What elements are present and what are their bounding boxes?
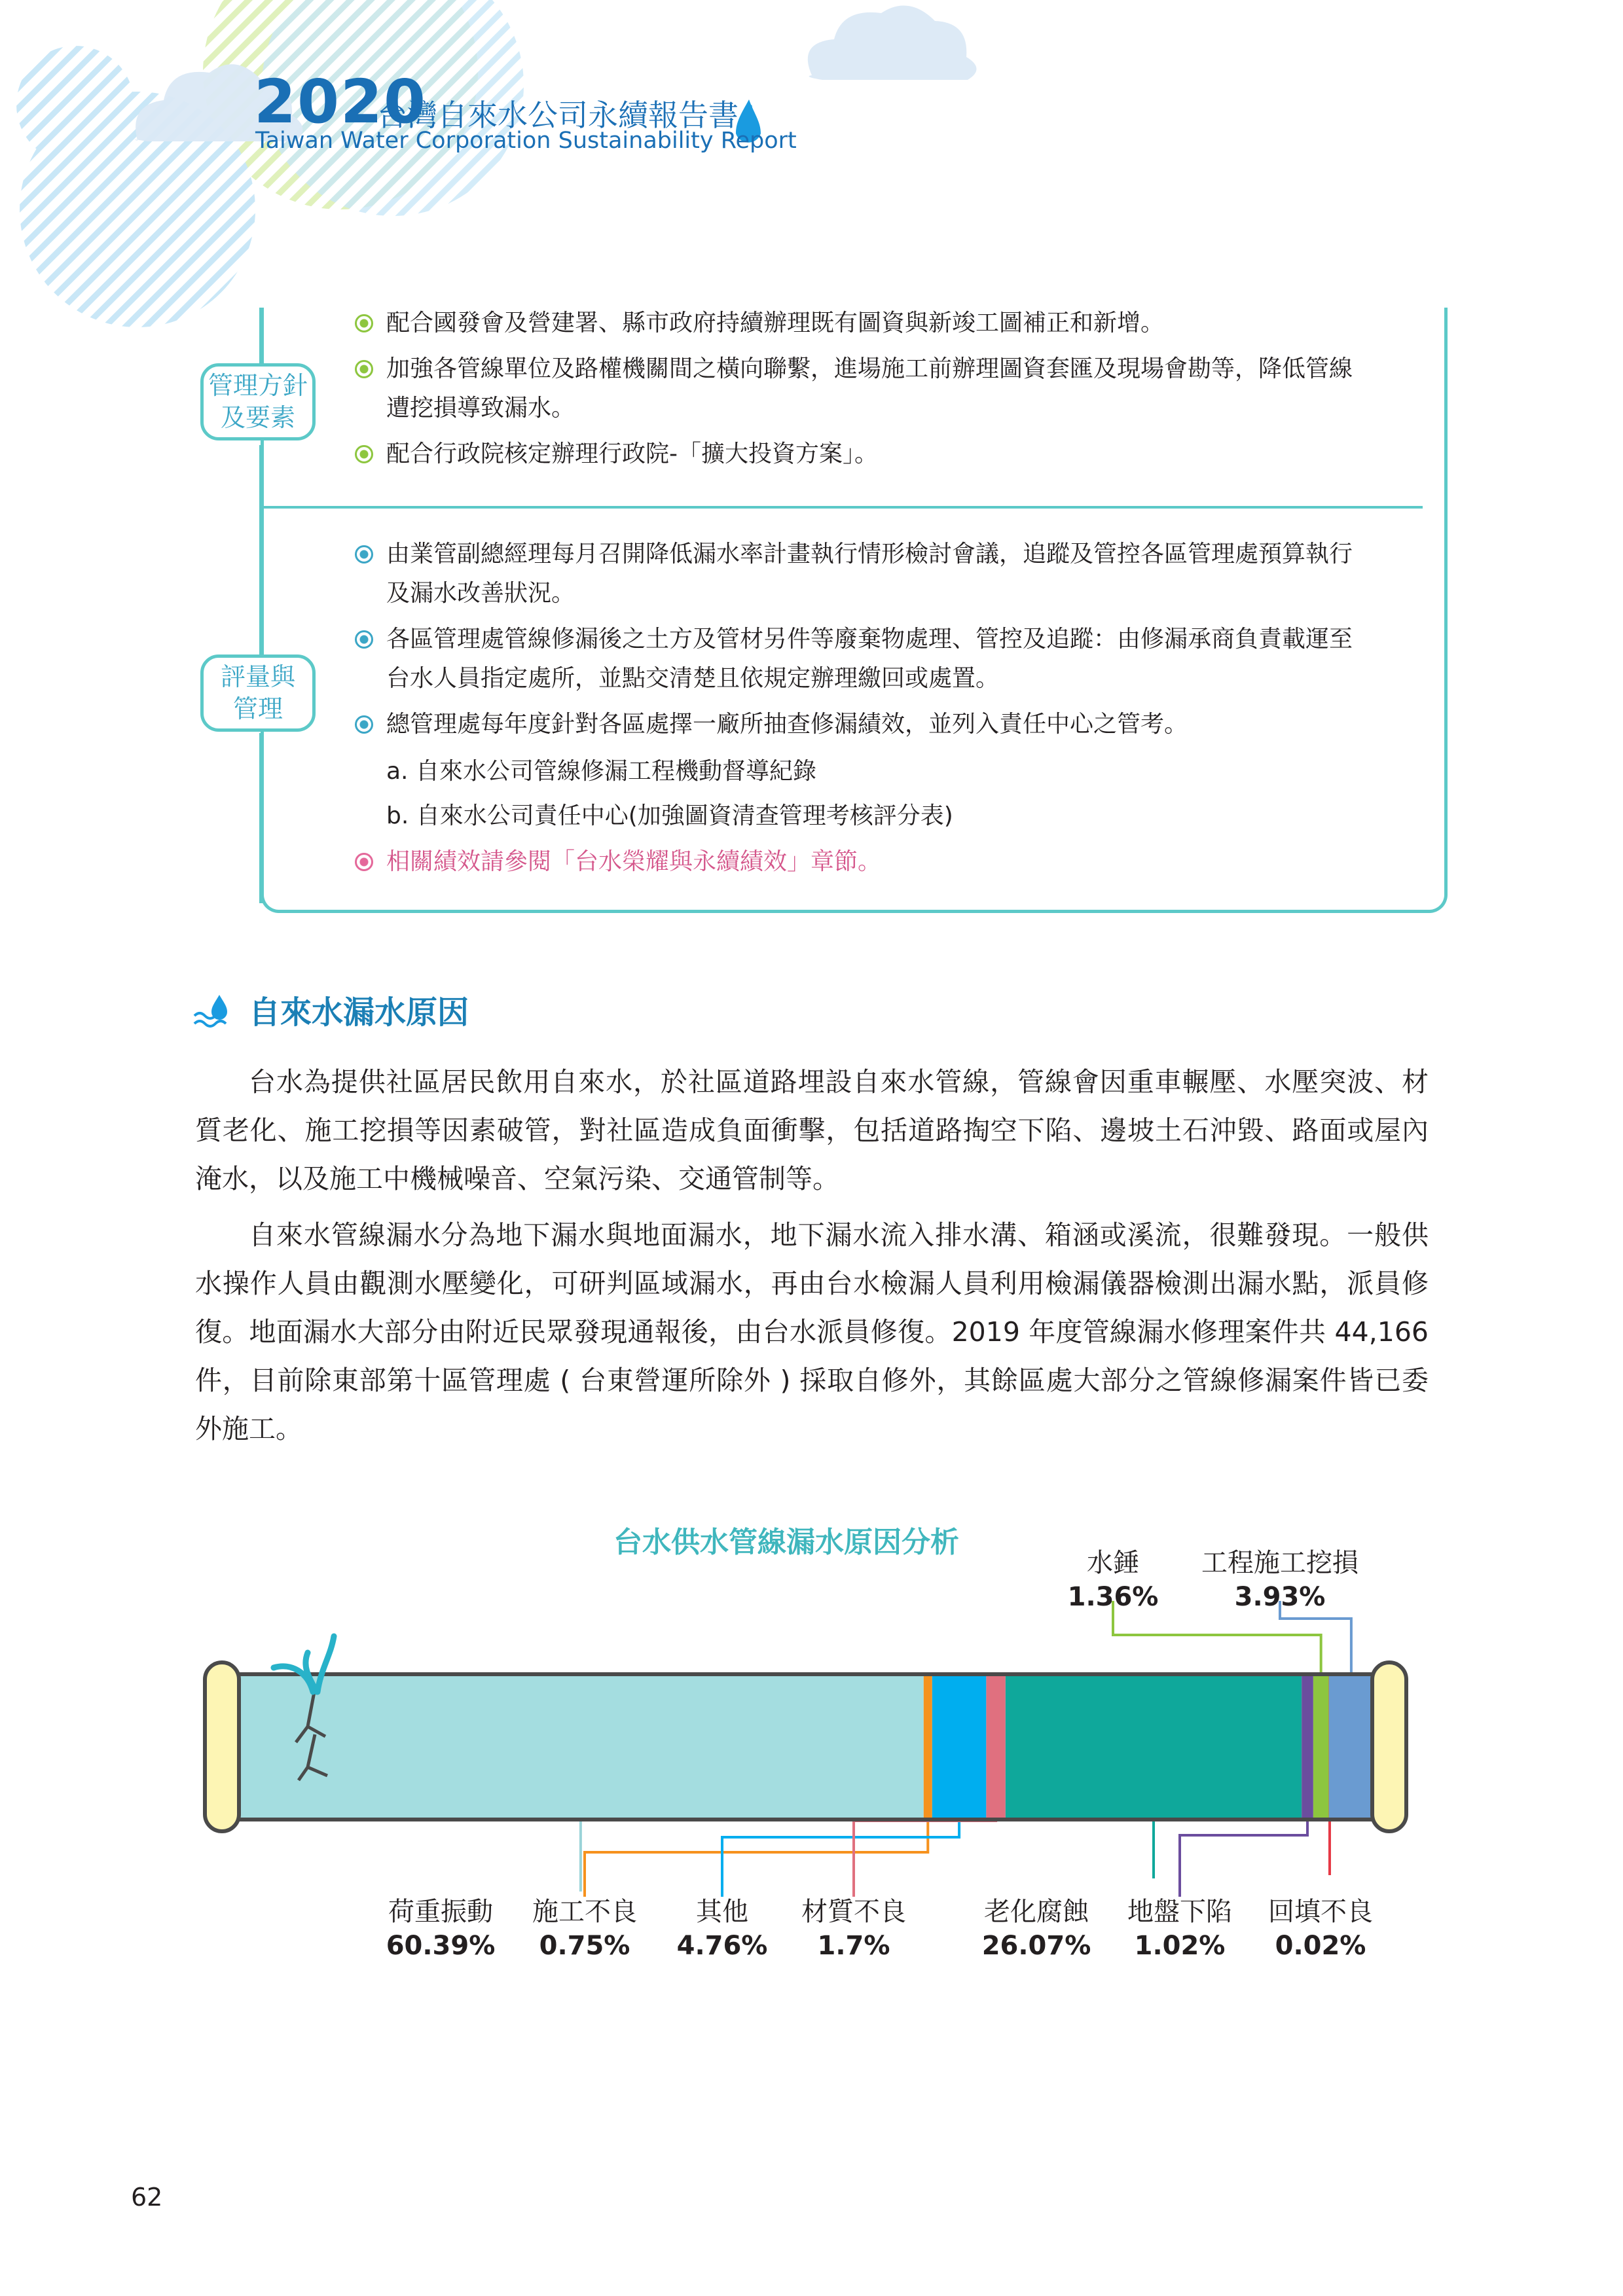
bullet-icon [355, 360, 373, 378]
bar-segment-6 [1313, 1674, 1329, 1820]
evaluation-item-text: 相關績效請參閱「台水榮耀與永續績效」章節。 [386, 848, 882, 875]
management-item [386, 348, 1353, 390]
evaluation-item-text: 及漏水改善狀況。 [386, 580, 575, 607]
evaluation-item-text: 由業管副總經理每月召開降低漏水率計畫執行情形檢討會議，追蹤及管控各區管理處預算執行 [386, 541, 1353, 567]
management-item [386, 302, 1164, 344]
series-percent: 1.7% [817, 1931, 890, 1961]
bar-segment-5 [1302, 1674, 1313, 1820]
evaluation-label [200, 655, 316, 732]
series-percent: 26.07% [981, 1931, 1091, 1961]
pipe-cap-right [1372, 1662, 1406, 1831]
evaluation-subitem-b: b. 自來水公司責任中心(加強圖資清查管理考核評分表) [386, 802, 953, 829]
section-title: 自來水漏水原因 [249, 994, 469, 1031]
paragraph-2: 自來水管線漏水分為地下漏水與地面漏水，地下漏水流入排水溝、箱涵或溪流，很難發現。一般供水操作人員由觀測水壓變化，可研判區域漏水，再由台水檢漏人員利用檢漏儀器檢測出漏水點，派員修復。地面漏水大部分由附近民眾發現通報後，由台水派員修復。2019 年度管線漏水修理案件共 44,166 件，目前除東部第十區管理處 ( 台東營運所除外 ) 採取自修外，其餘區處大部分之管線修漏案件皆已委外施工。 [195, 1219, 1429, 1444]
series-label [801, 1895, 906, 1963]
header-decoration [0, 0, 1623, 340]
series-label [677, 1895, 768, 1963]
bar-segment-1 [924, 1674, 932, 1820]
management-label-line2: 及要素 [220, 403, 295, 432]
bar-segment-0 [238, 1674, 924, 1820]
paragraph-1: 台水為提供社區居民飲用自來水，於社區道路埋設自來水管線，管線會因重車輾壓、水壓突波、材質老化、施工挖損等因素破管，對社區造成負面衝擊，包括道路掏空下陷、邊坡土石沖毀、路面或屋內淹水，以及施工中機械噪音、空氣污染、交通管制等。 [195, 1066, 1429, 1194]
bar-segment-4 [1006, 1674, 1302, 1820]
series-percent: 60.39% [386, 1931, 496, 1961]
series-label [386, 1895, 496, 1963]
series-name: 施工不良 [532, 1897, 637, 1927]
series-name: 回填不良 [1268, 1897, 1373, 1927]
evaluation-item-text: 總管理處每年度針對各區處擇一廠所抽查修漏績效，並列入責任中心之管考。 [386, 711, 1188, 738]
bar-segment-3 [986, 1674, 1005, 1820]
bar-segment-8 [1329, 1674, 1374, 1820]
management-label [200, 363, 316, 440]
report-title-zh: 台灣自來水公司永續報告書 [377, 98, 739, 133]
evaluation-item-text: 各區管理處管線修漏後之土方及管材另件等廢棄物處理、管控及追蹤：由修漏承商負責載運至 [386, 626, 1353, 653]
evaluation-item-text: 台水人員指定處所，並點交清楚且依規定辦理繳回或處置。 [386, 665, 1000, 692]
series-name: 地盤下陷 [1127, 1897, 1232, 1927]
leader-line-3 [854, 1820, 996, 1897]
deco-cloud-right [808, 5, 977, 80]
management-item-text: 配合國發會及營建署、縣市政府持續辦理既有圖資與新竣工圖補正和新增。 [386, 310, 1165, 336]
evaluation-subitem-a: a. 自來水公司管線修漏工程機動督導紀錄 [386, 758, 816, 785]
series-name: 老化腐蝕 [983, 1897, 1089, 1927]
frame-divider [261, 506, 1423, 509]
series-name: 水錘 [1087, 1548, 1139, 1578]
management-item-cont [386, 387, 575, 429]
report-year: 2020 [254, 67, 428, 137]
evaluation-label-line1: 評量與 [220, 662, 295, 691]
series-percent: 4.76% [676, 1931, 768, 1961]
series-name: 工程施工挖損 [1201, 1548, 1359, 1578]
series-label [1201, 1546, 1359, 1614]
series-label [982, 1895, 1091, 1963]
series-percent: 1.02% [1134, 1931, 1226, 1961]
deco-circle-small [16, 46, 134, 164]
bullet-icon [355, 545, 373, 564]
report-title-en: Taiwan Water Corporation Sustainability Report [255, 128, 797, 154]
evaluation-item-reference [386, 841, 881, 883]
frame-line-top [259, 308, 263, 367]
evaluation-item [386, 533, 1353, 575]
bullet-icon [355, 630, 373, 649]
pipe-cap-left [205, 1662, 239, 1831]
bar-segment-2 [932, 1674, 987, 1820]
series-label [532, 1895, 637, 1963]
management-item-text: 遭挖損導致漏水。 [386, 395, 575, 422]
series-percent: 0.02% [1275, 1931, 1366, 1961]
series-label [1127, 1895, 1232, 1963]
bullet-icon [355, 314, 373, 332]
series-label [1268, 1895, 1373, 1963]
frame-line-mid [259, 445, 263, 655]
evaluation-label-line2: 管理 [232, 694, 283, 723]
bullet-icon [355, 853, 373, 871]
leader-line-5 [1180, 1820, 1307, 1897]
evaluation-item [386, 619, 1353, 660]
bullet-icon [355, 715, 373, 734]
series-label [1068, 1546, 1159, 1614]
frame-line-bottom [259, 733, 263, 903]
series-name: 材質不良 [801, 1897, 906, 1927]
page-number: 62 [131, 2183, 163, 2212]
management-item-text: 配合行政院核定辦理行政院-「擴大投資方案」。 [386, 440, 878, 467]
leader-line-2 [722, 1820, 959, 1897]
series-name: 荷重振動 [388, 1897, 493, 1927]
evaluation-item-cont [386, 658, 999, 700]
management-item [386, 433, 878, 475]
evaluation-item [386, 704, 1188, 745]
series-percent: 3.93% [1234, 1582, 1326, 1612]
evaluation-item-cont [386, 573, 575, 615]
wave-droplet-icon [193, 994, 232, 1030]
management-label-line1: 管理方針 [208, 370, 308, 400]
series-name: 其他 [696, 1897, 748, 1927]
leader-line-1 [585, 1820, 928, 1897]
series-percent: 1.36% [1067, 1582, 1159, 1612]
management-item-text: 加強各管線單位及路權機關間之橫向聯繫，進場施工前辦理圖資套匯及現場會勘等，降低管線 [386, 355, 1353, 382]
chart-title: 台水供水管線漏水原因分析 [613, 1526, 959, 1559]
series-percent: 0.75% [539, 1931, 630, 1961]
bullet-icon [355, 445, 373, 463]
